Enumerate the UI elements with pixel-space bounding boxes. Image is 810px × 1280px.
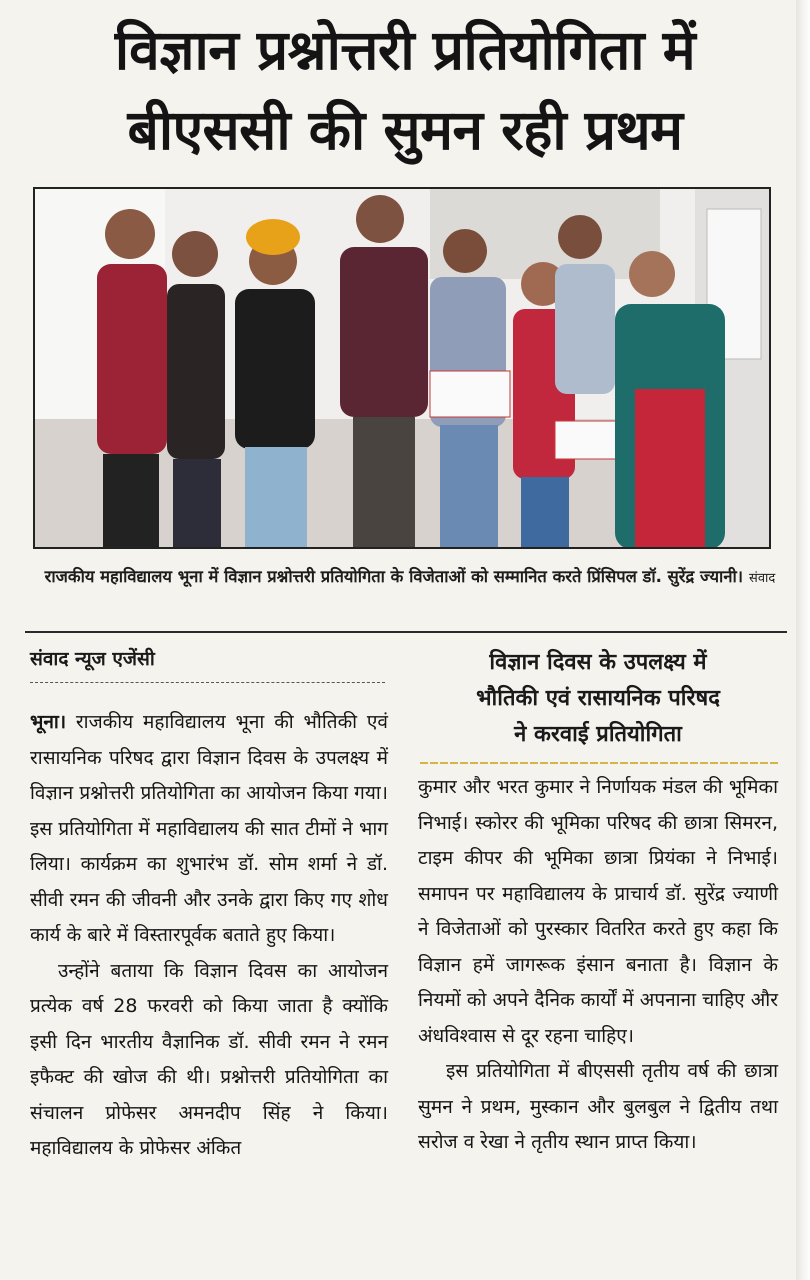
- byline: संवाद न्यूज एजेंसी: [30, 648, 155, 670]
- byline-divider: [30, 682, 385, 683]
- headline-line-2: बीएससी की सुमन रही प्रथम: [127, 98, 683, 162]
- subheadline-line-2: भौतिकी एवं रासायनिक परिषद: [476, 686, 720, 711]
- caption-credit: संवाद: [749, 571, 776, 586]
- article-paragraph-2: उन्होंने बताया कि विज्ञान दिवस का आयोजन प्रत्येक वर्ष 28 फरवरी को किया जाता है क्योंकि इसी दिन भारतीय वैज्ञानिक डॉ. सीवी रमन ने रमन इफैक्ट की खोज की थी। प्रश्नोत्तरी प्रतियोगिता का संचालन प्रोफेसर अमनदीप सिंह ने किया। महाविद्यालय के प्रोफेसर अंकित: [30, 959, 388, 1159]
- article-paragraph-1: [30, 705, 388, 954]
- dateline: भूना।: [30, 711, 67, 733]
- subheadline-line-1: विज्ञान दिवस के उपलक्ष्य में: [489, 650, 707, 675]
- caption-text: राजकीय महाविद्यालय भूना में विज्ञान प्रश्नोत्तरी प्रतियोगिता के विजेताओं को सम्मानित करते प्रिंसिपल डॉ. सुरेंद्र ज्यानी।: [44, 567, 744, 586]
- paragraph-1-text: राजकीय महाविद्यालय भूना की भौतिकी एवं रासायनिक परिषद द्वारा विज्ञान दिवस के उपलक्ष्य में विज्ञान प्रश्नोत्तरी प्रतियोगिता का आयोजन किया गया। इस प्रतियोगिता में महाविद्यालय की सात टीमों ने भाग लिया। कार्यक्रम का शुभारंभ डॉ. सोम शर्मा ने डॉ. सीवी रमन की जीवनी और उनके द्वारा किए गए शोध कार्य के बारे में विस्तारपूर्वक बताते हुए किया।: [30, 711, 388, 946]
- article-paragraph-4: इस प्रतियोगिता में बीएससी तृतीय वर्ष की छात्रा सुमन ने प्रथम, मुस्कान और बुलबुल ने द्वितीय तथा सरोज व रेखा ने तृतीय स्थान प्राप्त किया।: [418, 1060, 778, 1153]
- headline: [20, 10, 790, 170]
- subheadline-line-3: ने करवाई प्रतियोगिता: [514, 722, 682, 747]
- article-column-left: [30, 705, 388, 1167]
- subheadline-divider: [420, 762, 780, 764]
- article-column-right: [418, 770, 778, 1161]
- news-photo: [33, 187, 771, 549]
- subheadline: [418, 645, 778, 753]
- section-divider: [25, 631, 787, 633]
- page-edge: [796, 0, 810, 1280]
- article-paragraph-3: कुमार और भरत कुमार ने निर्णायक मंडल की भूमिका निभाई। स्कोरर की भूमिका परिषद की छात्रा सिमरन, टाइम कीपर की भूमिका छात्रा प्रियंका ने निभाई। समापन पर महाविद्यालय के प्राचार्य डॉ. सुरेंद्र ज्याणी ने विजेताओं को पुरस्कार वितरित करते हुए कहा कि विज्ञान हमें जागरूक इंसान बनाता है। विज्ञान के नियमों को अपने दैनिक कार्यों में अपनाना चाहिए और अंधविश्वास से दूर रहना चाहिए।: [418, 776, 778, 1047]
- headline-line-1: विज्ञान प्रश्नोत्तरी प्रतियोगिता में: [114, 18, 696, 82]
- photo-caption: [30, 563, 790, 593]
